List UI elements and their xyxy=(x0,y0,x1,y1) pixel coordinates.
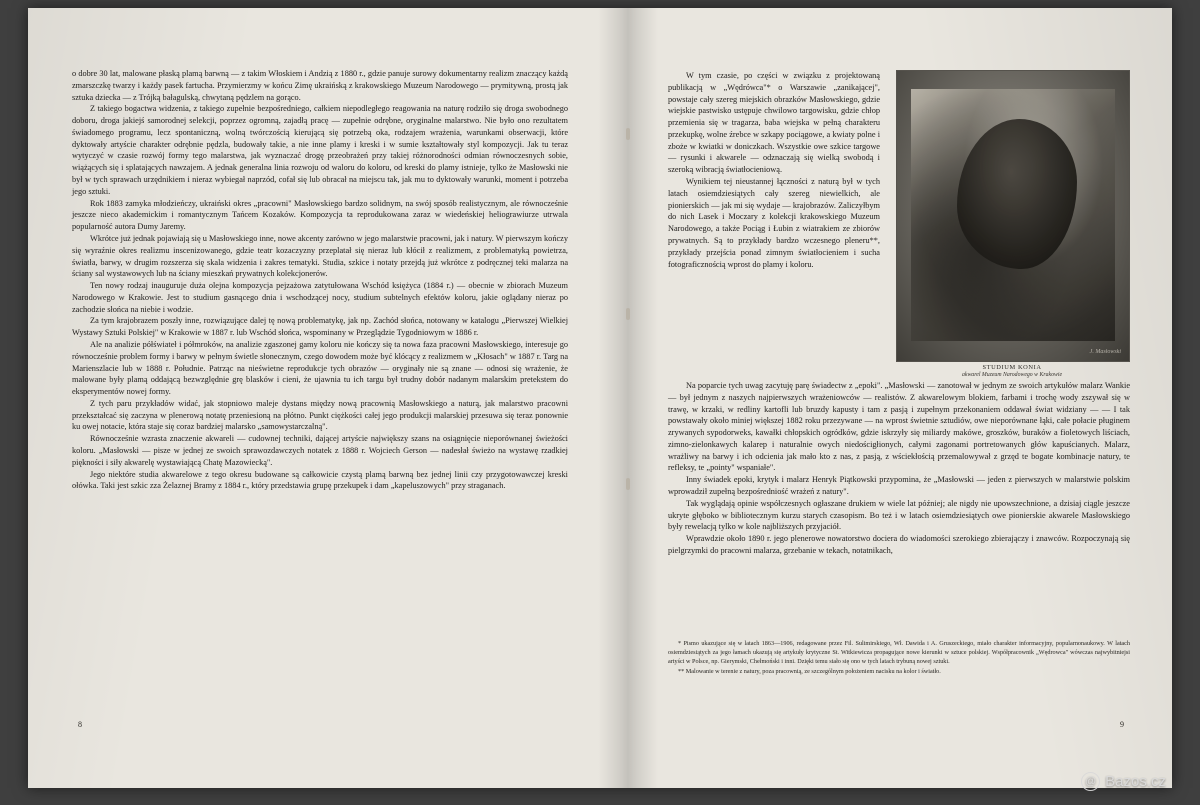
right-page-bottom-column xyxy=(668,380,1130,557)
footnote: * Pismo ukazujące się w latach 1863—1906, redagowane przez Fil. Sulimirskiego, Wł. Dawida i A. Gruszeckiego, miało charakter informacyjny, popularnonaukowy. W latach osiemdziesiątych za jego łamach ukazują się artykuły krytyczne St. Witkiewicza propagujące nowe kierunki w sztuce polskiej. Współpracownik „Wędrowca" wówczas najwybitniejsi artyści w Polsce, np. Gierymski, Chełmoński i inni. Dzięki temu stało się ono w tych latach trybuną nowej sztuki. xyxy=(668,640,1130,665)
book-spread xyxy=(28,8,1172,788)
illustration-caption xyxy=(896,364,1128,378)
paragraph: Wprawdzie około 1890 r. jego plenerowe nowatorstwo dociera do wiadomości szerokiego zbierajączy i znawców. Rozpoczynają się pielgrzymki do pracowni malarza, grzebanie w tekach, notatnikach, xyxy=(668,534,1130,555)
illustration-horse-study xyxy=(896,70,1130,362)
paragraph: W tym czasie, po części w związku z projektowaną publikacją w „Wędrówca"* o Warszawie „zanikającej", powstaje cały szereg miejskich obrazków Masłowskiego, gdzie wiejskie pastwisko ustępuje chwilowo targowisku, gdzie chłop przemienia się w tragarza, baba wiejska w pełną charakteru przekupkę, wolne źrebce w szkapy pociągowe, a kwiaty polne i zboże w kwiatki w doniczkach. Wszystkie owe szkice targowe — rysunki i akwarele — odznaczają się wielką swobodą i szeroką wibracją światłocieniową. xyxy=(668,71,880,175)
paragraph: Ale na analizie półświateł i półmroków, na analizie zgaszonej gamy koloru nie kończy się ta nowa faza pracowni Masłowskiego, interesuje go równocześnie problem formy i barwy w pełnym świetle słonecznym, czego dowodem może być klócący z realizmem w „Kłosach" w 1887 r. Targ na Marienszlacie lub w 1888 r. Południe. Patrząc na nieświetne reprodukcje tych obrazów — oryginały nie są znane — odnosi się wrażenie, że malowane były plamą oddającą bezwzględnie grę blasków i cieni, że ujawnia tu ich targu był trudny dobór nadanym malarskim pretekstem do eksperymentów nowej formy. xyxy=(72,339,568,397)
page-number-left: 8 xyxy=(78,720,82,729)
paragraph: o dobre 30 lat, malowane płaską plamą barwną — z takim Włoskiem i Andzią z 1880 r., gdzie panuje surowy dokumentarny realizm znaczący każdą zmarszczkę twarzy i każdy pasek fartucha. Przymierzmy w końcu Zimę ukraińską z krakowskiego Muzeum Narodowego — prymitywną, prostą jak sztuka dziecka — z Trójką bałagulską, chwytaną pędzlem na gorąco. xyxy=(72,69,568,102)
horse-drawing xyxy=(911,89,1115,341)
artist-signature: J. Masłowski xyxy=(1089,349,1121,355)
paragraph: Jego niektóre studia akwarelowe z tego okresu budowane są całkowicie czystą plamą barwną bez jednej linii czy przygotowawczej kreski ołówka. Taki jest szkic zza Żelaznej Bramy z 1884 r., który przedstawia grupę przekupek i dam „kapeluszowych" przy straganach. xyxy=(72,469,568,491)
right-page-top-column xyxy=(668,70,880,270)
paragraph: Rok 1883 zamyka młodzieńczy, ukraiński okres „pracowni" Masłowskiego bardzo solidnym, na swój sposób realistycznym, ale równocześnie jeszcze nieco akademickim i romantycznym Tańcem Kozaków. Kompozycja ta reprodukowana zaraz w wiedeńskiej heliograwiurze utrwala popularność autora Dumy Jaremy. xyxy=(72,198,568,232)
paragraph: Inny świadek epoki, krytyk i malarz Henryk Piątkowski przypomina, że „Masłowski — jeden z pierwszych w malarstwie polskim wprowadził zupełną bezpośredniość wrażeń z natury". xyxy=(668,475,1130,497)
paragraph: Tak wyglądają opinie współczesnych ogłaszane drukiem w wiele lat później; ale nigdy nie upowszechnione, a dzisiaj ciągle jeszcze ukryte głęboko w bibliotecznym kurzu starych czasopism. Bo też i w latach osiemdziesiątych owe pionierskie akwarele Masłowskiego były rewelacją tylko w kole najbliższych przyjaciół. xyxy=(668,498,1130,532)
paragraph: Za tym krajobrazem poszły inne, rozwiązujące dalej tę nową problematykę, jak np. Zachód słońca, notowany w katalogu „Pierwszej Wielkiej Wystawy Sztuki Polskiej" w Krakowie w 1887 r. lub Wschód słońca, wspominany w Przeglądzie Tygodniowym w 1886 r. xyxy=(72,316,568,338)
watermark xyxy=(1081,772,1166,791)
at-circle-icon xyxy=(1081,772,1100,791)
footnote: ** Malowanie w terenie z natury, poza pracownią, ze szczególnym położeniem nacisku na kolor i światło. xyxy=(678,667,941,675)
watermark-text: Bazos.cz xyxy=(1105,773,1166,790)
binding-stitch xyxy=(626,308,630,320)
illustration-caption-title: STUDIUM KONIA xyxy=(982,364,1042,371)
paragraph: Na poparcie tych uwag zacytuję parę świadectw z „epoki". „Masłowski — zanotował w jednym ze swoich artykułów malarz Wankie — był jednym z naszych najpierwszych wrażeniowców — realistów. Z akwarelowym blokiem, farbami i trochę wody zszywał się w trawę, w krzaki, w redliny kartofli lub bruzdy kapusty i tam z pasją i zupełnym przekonaniem oddawał świat widziany — — I tak powstawały około miniej większej 1882 roku przezywane — na wprost świetnie sztudiów, owe nieporównane łąki, całe połacie pługinem zrywanych sypodorweks, kawałki chłopskich ogródków, gdzie iskrzyły się miliardy makówe, groszków, buraków a fioletowych liściach, zimno-zielonkawych kalarep i naturalnie owych niedościgłionych, całymi zagonami portretowanych głów kapuścianych. Malarz, wrażliwy na barwy i ich odcienia jak mało kto z nas, z pasją, z wściekłością przemalowywał z grzęd te bogate kombinacje natury, te refleksy, te „pointy" wspaniałe". xyxy=(668,381,1130,473)
footnotes xyxy=(668,640,1130,678)
binding-stitch xyxy=(626,478,630,490)
paragraph: Z takiego bogactwa widzenia, z takiego zupełnie bezpośredniego, całkiem niepodległego reagowania na naturę rodziło się droga swobodnego doboru, droga jakiejś samorodnej selekcji, poprzez ogromną, zajadłą pracę — zupełnie odrębne, oryginalne malarstwo. Nie było ono rezultatem świadomego programu, lecz spontaniczną, wolną twórczością kierującą się potrzebą oka, rodzajem wrażenia, warunkami obserwacji, które dyktowały artyście charakter odrębnie pędzla, budowały takie, a nie inne plamy i kreski i w sumie kształtowały styl kompozycji. Jak tu teraz wytyczyć w czasie rozwój formy tego malarstwa, jak wyznaczać drogę przeobrażeń przy takiej różnorodności odmian równoczesnych sobie, wiążących się i splatających nawzajem. A jednak generalna linia rozwoju od waloru do koloru, od kreski do plamy istnieje, tylko że Masłowski nie był w tych sprawach urzędnikiem i nieraz wybiegał naprzód, cofał się lub obracał na miejscu tak, jak mu to dyktowały warunki, moment i potrzeba jego sztuki. xyxy=(72,104,568,196)
paragraph: Z tych paru przykładów widać, jak stopniowo maleje dystans między nową pracownią Masłowskiego a naturą, jak malarstwo pracowni przekształcać się zaczyna w plenerową notatę przeniesioną na płótno. Punkt ciężkości całej jego produkcji malarskiej przesuwa się teraz ponownie ku owej notacie, która staje się coraz bardziej malarsko „samowystarczalną". xyxy=(72,398,568,432)
illustration-caption-subtitle: akwarel Muzeum Narodowego w Krakowie xyxy=(961,372,1063,378)
paragraph: Wynikiem tej nieustannej łączności z naturą był w tych latach osiemdziesiątych cały szereg niewielkich, ale pionierskich — jak mi się wydaje — krajobrazów. Zaliczyłbym do nich Lasek i Moczary z kolekcji krakowskiego Muzeum Narodowego, a także Pociąg i Łubin z wiatrakiem ze zbiorów prywatnych. Są to przykłady bardzo wczesnego pleneru**, przykłady przejścia ponad zimnym światłocieniem i sucha fotograficznością wprost do plamy i koloru. xyxy=(668,177,880,269)
paragraph: Równocześnie wzrasta znaczenie akwareli — cudownej techniki, dającej artyście największy szans na osiągnięcie nieporównanej świeżości koloru. „Masłowski — pisze w jednej ze swoich sprawozdawczych notatek z 1888 r. Wojciech Gerson — nadesłał świeżo na wystawę rzadkiej piękności i siły akwarelę wystawiającą Chatę Mazowiecką". xyxy=(72,434,568,467)
paragraph: Wkrótce już jednak pojawiają się u Masłowskiego inne, nowe akcenty zarówno w jego malarstwie pracowni, jak i natury. W pierwszym kończy się wyraźnie okres realizmu inscenizowanego, gdzie teatr kozaczyzny przeplatał się nieraz lub kłócił z realizmem, z problematyką powietrza, światła, barwy, w drugim rozszerza się skala widzenia i zakres tematyki. Studia, szkice i notaty przejdą już wkrótce z podręcznej teki malarza na ściany sal wystawowych lub na ściany mieszkań prywatnych kolekcjonerów. xyxy=(72,233,568,279)
page-number-right: 9 xyxy=(1120,720,1124,729)
binding-stitch xyxy=(626,128,630,140)
left-page-text-column xyxy=(72,68,568,492)
page-gutter-shadow xyxy=(598,8,658,788)
paragraph: Ten nowy rodzaj inauguruje duża olejna kompozycja pejzażowa zatytułowana Wschód księżyca (1884 r.) — obecnie w zbiorach Muzeum Narodowego w Krakowie. Jest to studium gasnącego dnia i wschodzącej nocy, studium subtelnych efektów koloru, jakie oglądany nieraz po zachodzie słońca na niebie i wodzie. xyxy=(72,281,568,314)
